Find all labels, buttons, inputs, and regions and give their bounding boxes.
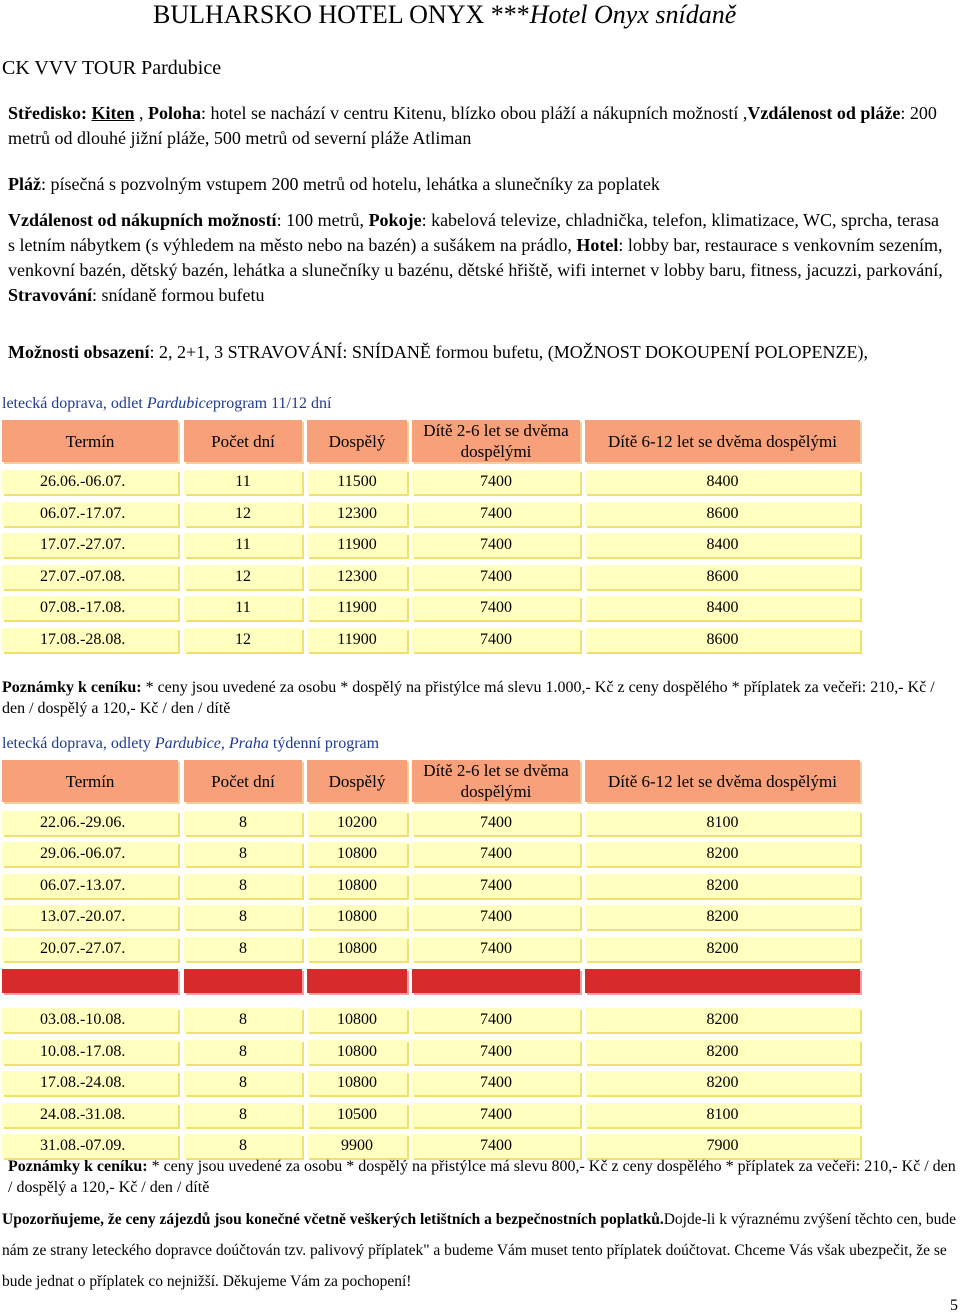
header-term: Termín bbox=[2, 420, 178, 462]
page-number: 5 bbox=[950, 1297, 958, 1314]
cell-days: 8 bbox=[184, 1103, 302, 1127]
cell-child-2-6: 7400 bbox=[412, 533, 580, 557]
cell-term: 03.08.-10.08. bbox=[2, 1008, 178, 1032]
cell-child-2-6: 7400 bbox=[412, 874, 580, 898]
cell-term: 17.08.-28.08. bbox=[2, 628, 178, 652]
cell-child-2-6: 7400 bbox=[412, 811, 580, 835]
cell-days: 12 bbox=[184, 565, 302, 589]
cell-adult: 10800 bbox=[307, 905, 407, 929]
page-title bbox=[153, 0, 736, 30]
header-days: Počet dní bbox=[184, 760, 302, 802]
cell-days: 8 bbox=[184, 811, 302, 835]
title-main: BULHARSKO HOTEL ONYX *** bbox=[153, 0, 530, 29]
cell-adult: 10500 bbox=[307, 1103, 407, 1127]
cell-days: 11 bbox=[184, 596, 302, 620]
cell-adult: 12300 bbox=[307, 502, 407, 526]
cell-child-2-6: 7400 bbox=[412, 937, 580, 961]
cell-term: 06.07.-13.07. bbox=[2, 874, 178, 898]
cell-child-6-12: 8600 bbox=[585, 565, 860, 589]
cell-days: 8 bbox=[184, 842, 302, 866]
separator-cell bbox=[412, 969, 580, 993]
cell-child-2-6: 7400 bbox=[412, 1040, 580, 1064]
cell-child-6-12: 8200 bbox=[585, 874, 860, 898]
separator-cell bbox=[2, 969, 178, 993]
cell-term: 10.08.-17.08. bbox=[2, 1040, 178, 1064]
cell-child-2-6: 7400 bbox=[412, 628, 580, 652]
cell-child-2-6: 7400 bbox=[412, 1103, 580, 1127]
cell-term: 26.06.-06.07. bbox=[2, 470, 178, 494]
cell-days: 12 bbox=[184, 628, 302, 652]
cell-child-6-12: 8200 bbox=[585, 1008, 860, 1032]
header-child-2-6: Dítě 2-6 let se dvěma dospělými bbox=[412, 760, 580, 802]
cell-days: 8 bbox=[184, 1008, 302, 1032]
cell-days: 8 bbox=[184, 874, 302, 898]
cell-days: 8 bbox=[184, 905, 302, 929]
rooms-paragraph: Vzdálenost od nákupních možností: 100 metrů, Pokoje: kabelová televize, chladnička, telefon, klimatizace, WC, sprcha, terasa s letním nábytkem (s výhledem na město nebo na bazén) a sušákem na prádlo, Hotel: lobby bar, restaurace s venkovním sezením, venkovní bazén, dětský bazén, lehátka a slunečníky u bazénu, dětské hřiště, wifi internet v lobby baru, fitness, jacuzzi, parkování, Stravování: snídaně formou bufetu bbox=[8, 210, 943, 305]
cell-term: 20.07.-27.07. bbox=[2, 937, 178, 961]
cell-child-2-6: 7400 bbox=[412, 1008, 580, 1032]
cell-adult: 10200 bbox=[307, 811, 407, 835]
cell-adult: 10800 bbox=[307, 1040, 407, 1064]
cell-term: 07.08.-17.08. bbox=[2, 596, 178, 620]
cell-child-2-6: 7400 bbox=[412, 1134, 580, 1158]
cell-child-2-6: 7400 bbox=[412, 842, 580, 866]
cell-days: 8 bbox=[184, 1071, 302, 1095]
header-adult: Dospělý bbox=[307, 420, 407, 462]
occupancy-paragraph: Možnosti obsazení: 2, 2+1, 3 STRAVOVÁNÍ: SNÍDANĚ formou bufetu, (MOŽNOST DOKOUPENÍ POLOPENZE), bbox=[8, 342, 868, 362]
cell-child-6-12: 8200 bbox=[585, 1071, 860, 1095]
cell-child-6-12: 8400 bbox=[585, 596, 860, 620]
header-child-6-12: Dítě 6-12 let se dvěma dospělými bbox=[585, 760, 860, 802]
cell-child-2-6: 7400 bbox=[412, 905, 580, 929]
cell-child-2-6: 7400 bbox=[412, 565, 580, 589]
cell-adult: 10800 bbox=[307, 842, 407, 866]
cell-term: 31.08.-07.09. bbox=[2, 1134, 178, 1158]
cell-child-6-12: 8100 bbox=[585, 811, 860, 835]
price-warning: Upozorňujeme, že ceny zájezdů jsou konečné včetně veškerých letištních a bezpečnostních poplatků.Dojde-li k výraznému zvýšení těchto cen, bude nám ze strany leteckého dopravce doúčtován tzv. palivový příplatek" a budeme Vám muset tento příplatek doúčtovat. Chceme Vás však ubezpečit, že se bude jednat o příplatek co nejnižší. Děkujeme Vám za pochopení! bbox=[2, 1211, 956, 1290]
header-adult: Dospělý bbox=[307, 760, 407, 802]
cell-term: 17.07.-27.07. bbox=[2, 533, 178, 557]
cell-adult: 11900 bbox=[307, 596, 407, 620]
header-days: Počet dní bbox=[184, 420, 302, 462]
cell-child-2-6: 7400 bbox=[412, 596, 580, 620]
cell-child-6-12: 8200 bbox=[585, 842, 860, 866]
cell-days: 8 bbox=[184, 937, 302, 961]
title-italic: Hotel Onyx snídaně bbox=[529, 0, 737, 29]
cell-term: 29.06.-06.07. bbox=[2, 842, 178, 866]
cell-child-2-6: 7400 bbox=[412, 470, 580, 494]
beach-paragraph: Pláž: písečná s pozvolným vstupem 200 metrů od hotelu, lehátka a slunečníky za poplatek bbox=[8, 174, 660, 194]
cell-adult: 11900 bbox=[307, 628, 407, 652]
section1-heading: letecká doprava, odlet Pardubiceprogram 11/12 dní bbox=[2, 395, 332, 412]
location-paragraph: Středisko: Kiten , Poloha: hotel se nachází v centru Kitenu, blízko obou pláží a nákupních možností ,Vzdálenost od pláže: 200 metrů od dlouhé jižní pláže, 500 metrů od severní pláže Atliman bbox=[8, 103, 937, 148]
cell-days: 11 bbox=[184, 533, 302, 557]
cell-adult: 11900 bbox=[307, 533, 407, 557]
section1-note: Poznámky k ceníku: * ceny jsou uvedené za osobu * dospělý na přistýlce má slevu 1.000,- Kč z ceny dospělého * příplatek za večeři: 210,- Kč / den / dospělý a 120,- Kč / den / dítě bbox=[2, 679, 935, 717]
cell-adult: 10800 bbox=[307, 937, 407, 961]
cell-term: 27.07.-07.08. bbox=[2, 565, 178, 589]
cell-child-6-12: 8100 bbox=[585, 1103, 860, 1127]
cell-adult: 10800 bbox=[307, 1008, 407, 1032]
cell-adult: 11500 bbox=[307, 470, 407, 494]
cell-term: 17.08.-24.08. bbox=[2, 1071, 178, 1095]
cell-days: 11 bbox=[184, 470, 302, 494]
cell-days: 8 bbox=[184, 1134, 302, 1158]
cell-child-6-12: 8600 bbox=[585, 502, 860, 526]
header-term: Termín bbox=[2, 760, 178, 802]
cell-days: 8 bbox=[184, 1040, 302, 1064]
cell-adult: 9900 bbox=[307, 1134, 407, 1158]
separator-cell bbox=[307, 969, 407, 993]
section2-note: Poznámky k ceníku: * ceny jsou uvedené za osobu * dospělý na přistýlce má slevu 800,- Kč z ceny dospělého * příplatek za večeři: 210,- Kč / den / dospělý a 120,- Kč / den / dítě bbox=[8, 1158, 956, 1196]
cell-term: 06.07.-17.07. bbox=[2, 502, 178, 526]
separator-cell bbox=[585, 969, 860, 993]
header-child-2-6: Dítě 2-6 let se dvěma dospělými bbox=[412, 420, 580, 462]
cell-child-2-6: 7400 bbox=[412, 502, 580, 526]
cell-child-6-12: 8600 bbox=[585, 628, 860, 652]
cell-child-6-12: 8200 bbox=[585, 905, 860, 929]
cell-adult: 12300 bbox=[307, 565, 407, 589]
section2-heading: letecká doprava, odlety Pardubice, Praha týdenní program bbox=[2, 735, 380, 752]
cell-child-2-6: 7400 bbox=[412, 1071, 580, 1095]
cell-child-6-12: 7900 bbox=[585, 1134, 860, 1158]
cell-term: 13.07.-20.07. bbox=[2, 905, 178, 929]
cell-term: 22.06.-29.06. bbox=[2, 811, 178, 835]
resort-link[interactable]: Kiten bbox=[91, 103, 135, 123]
cell-child-6-12: 8400 bbox=[585, 470, 860, 494]
agency-name: CK VVV TOUR Pardubice bbox=[2, 57, 222, 79]
separator-cell bbox=[184, 969, 302, 993]
cell-term: 24.08.-31.08. bbox=[2, 1103, 178, 1127]
cell-child-6-12: 8200 bbox=[585, 1040, 860, 1064]
header-child-6-12: Dítě 6-12 let se dvěma dospělými bbox=[585, 420, 860, 462]
cell-child-6-12: 8400 bbox=[585, 533, 860, 557]
cell-adult: 10800 bbox=[307, 1071, 407, 1095]
cell-adult: 10800 bbox=[307, 874, 407, 898]
cell-days: 12 bbox=[184, 502, 302, 526]
cell-child-6-12: 8200 bbox=[585, 937, 860, 961]
